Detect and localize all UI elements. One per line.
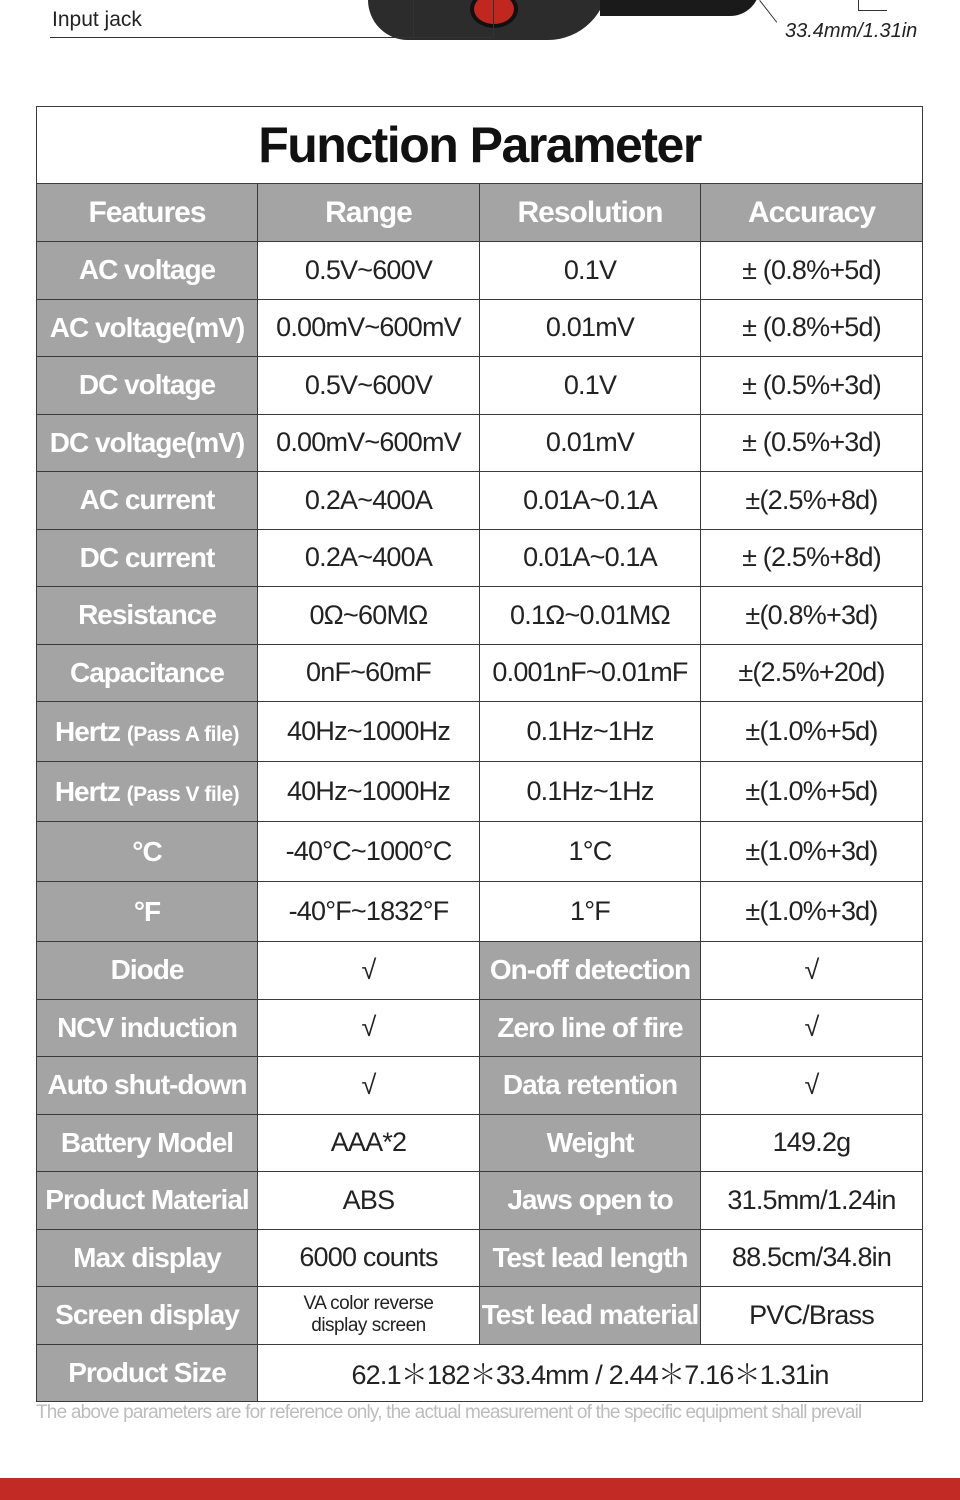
- row-label: [37, 299, 258, 357]
- value-cell: ABS: [258, 1172, 480, 1230]
- row-label: Zero line of fire: [480, 999, 701, 1057]
- range-value: 0Ω~60MΩ: [258, 587, 480, 645]
- value-cell: 149.2g: [701, 1114, 923, 1172]
- header-features: Features: [37, 184, 258, 242]
- accuracy-value: ±(1.0%+3d): [701, 822, 923, 882]
- top-strip: [0, 0, 960, 60]
- row-label: Battery Model: [37, 1114, 258, 1172]
- row-label: Screen display: [37, 1287, 258, 1345]
- row-label: NCV induction: [37, 999, 258, 1057]
- feature-name: AC current: [79, 484, 215, 516]
- resolution-value: 0.01A~0.1A: [480, 472, 701, 530]
- feature-note: (Pass A file): [126, 722, 239, 746]
- resolution-value: 0.1V: [480, 357, 701, 415]
- accuracy-value: ±(1.0%+3d): [701, 882, 923, 942]
- table-row: [37, 357, 923, 415]
- header-row: [37, 184, 923, 242]
- accuracy-value: ± (0.8%+5d): [701, 242, 923, 300]
- range-value: 0.5V~600V: [258, 242, 480, 300]
- feature-rows: [37, 242, 923, 942]
- feature-name: DC voltage(mV): [49, 426, 245, 458]
- table-row: [37, 242, 923, 300]
- dimension-bracket: [858, 0, 887, 11]
- value-cell: 6000 counts: [258, 1229, 480, 1287]
- resolution-value: 0.1Hz~1Hz: [480, 702, 701, 762]
- table-row: [37, 1172, 923, 1230]
- range-value: 0.2A~400A: [258, 472, 480, 530]
- row-label: Data retention: [480, 1057, 701, 1115]
- value-cell: PVC/Brass: [701, 1287, 923, 1345]
- header-range: Range: [258, 184, 480, 242]
- table-row: [37, 1229, 923, 1287]
- value-cell: 88.5cm/34.8in: [701, 1229, 923, 1287]
- value-cell: [258, 1287, 480, 1345]
- range-value: 0nF~60mF: [258, 644, 480, 702]
- accuracy-value: ± (0.5%+3d): [701, 414, 923, 472]
- accuracy-value: ± (2.5%+8d): [701, 529, 923, 587]
- table-row: [37, 762, 923, 822]
- range-value: -40°F~1832°F: [258, 882, 480, 942]
- range-value: 0.2A~400A: [258, 529, 480, 587]
- footnote: The above parameters are for reference only, the actual measurement of the specific equipment shall prevail: [36, 1402, 862, 1423]
- callout-line: [413, 0, 414, 37]
- value-cell: √: [701, 942, 923, 1000]
- row-label: [37, 242, 258, 300]
- value-cell: √: [258, 942, 480, 1000]
- accuracy-value: ± (0.8%+5d): [701, 299, 923, 357]
- accuracy-value: ±(2.5%+8d): [701, 472, 923, 530]
- resolution-value: 0.1Hz~1Hz: [480, 762, 701, 822]
- value-cell: √: [258, 1057, 480, 1115]
- row-label: Weight: [480, 1114, 701, 1172]
- value-cell: AAA*2: [258, 1114, 480, 1172]
- value-line: VA color reverse: [303, 1293, 434, 1315]
- accuracy-value: ±(1.0%+5d): [701, 762, 923, 822]
- table-row: [37, 822, 923, 882]
- range-value: 0.00mV~600mV: [258, 414, 480, 472]
- row-label: [37, 822, 258, 882]
- feature-note: (Pass V file): [126, 782, 240, 806]
- feature-name: Hertz: [54, 775, 120, 807]
- range-value: 0.00mV~600mV: [258, 299, 480, 357]
- row-label: Test lead length: [480, 1229, 701, 1287]
- range-value: 40Hz~1000Hz: [258, 702, 480, 762]
- table-row: [37, 587, 923, 645]
- feature-name: DC current: [79, 541, 215, 573]
- table-title: Function Parameter: [37, 107, 923, 184]
- row-label: [37, 762, 258, 822]
- row-label: [37, 529, 258, 587]
- dimension-line: [759, 0, 777, 23]
- row-label: [37, 702, 258, 762]
- resolution-value: 0.001nF~0.01mF: [480, 644, 701, 702]
- table-row: [37, 529, 923, 587]
- feature-name: AC voltage(mV): [49, 311, 245, 343]
- row-label: [37, 882, 258, 942]
- value-line: display screen: [311, 1315, 426, 1337]
- table-row: [37, 1057, 923, 1115]
- product-size-row: [37, 1344, 923, 1402]
- value-cell: √: [701, 999, 923, 1057]
- resolution-value: 1°C: [480, 822, 701, 882]
- table-row: [37, 942, 923, 1000]
- resolution-value: 0.01mV: [480, 414, 701, 472]
- feature-name: DC voltage: [78, 369, 216, 401]
- row-label: Jaws open to: [480, 1172, 701, 1230]
- value-cell: 31.5mm/1.24in: [701, 1172, 923, 1230]
- input-jack-label: Input jack: [52, 8, 142, 31]
- header-resolution: Resolution: [480, 184, 701, 242]
- value-cell: √: [258, 999, 480, 1057]
- range-value: 0.5V~600V: [258, 357, 480, 415]
- accuracy-value: ±(2.5%+20d): [701, 644, 923, 702]
- resolution-value: 0.01mV: [480, 299, 701, 357]
- header-accuracy: Accuracy: [701, 184, 923, 242]
- table-row: [37, 1114, 923, 1172]
- feature-name: AC voltage: [78, 254, 216, 286]
- row-label: [37, 644, 258, 702]
- table-row: [37, 1287, 923, 1345]
- row-label: [37, 414, 258, 472]
- table-row: [37, 299, 923, 357]
- feature-name: Capacitance: [70, 656, 224, 688]
- dimension-label: 33.4mm/1.31in: [785, 20, 918, 42]
- accuracy-value: ± (0.5%+3d): [701, 357, 923, 415]
- row-label: Diode: [37, 942, 258, 1000]
- feature-name: Resistance: [78, 599, 216, 631]
- row-label: Max display: [37, 1229, 258, 1287]
- row-label: [37, 357, 258, 415]
- callout-line: [50, 37, 494, 38]
- accuracy-value: ±(0.8%+3d): [701, 587, 923, 645]
- row-label: [37, 472, 258, 530]
- function-parameter-table: [36, 106, 923, 1402]
- accuracy-value: ±(1.0%+5d): [701, 702, 923, 762]
- row-label: On-off detection: [480, 942, 701, 1000]
- value-cell: √: [701, 1057, 923, 1115]
- row-label: [37, 587, 258, 645]
- feature-name: Hertz: [55, 715, 121, 747]
- range-value: 40Hz~1000Hz: [258, 762, 480, 822]
- product-size-value: 62.1＊182＊33.4mm / 2.44＊7.16＊1.31in: [258, 1344, 923, 1402]
- bottom-band: [0, 1478, 960, 1500]
- device-image-clamp: [600, 0, 760, 16]
- resolution-value: 1°F: [480, 882, 701, 942]
- table-row: [37, 999, 923, 1057]
- table-row: [37, 472, 923, 530]
- feature-name: °F: [133, 895, 161, 927]
- table-row: [37, 702, 923, 762]
- table-row: [37, 882, 923, 942]
- row-label: Product Size: [37, 1344, 258, 1402]
- table-row: [37, 644, 923, 702]
- callout-line: [493, 0, 494, 37]
- pair-rows: [37, 942, 923, 1345]
- table-row: [37, 414, 923, 472]
- row-label: Test lead material: [480, 1287, 701, 1345]
- feature-name: °C: [132, 835, 162, 867]
- resolution-value: 0.1Ω~0.01MΩ: [480, 587, 701, 645]
- resolution-value: 0.1V: [480, 242, 701, 300]
- row-label: Product Material: [37, 1172, 258, 1230]
- resolution-value: 0.01A~0.1A: [480, 529, 701, 587]
- row-label: Auto shut-down: [37, 1057, 258, 1115]
- range-value: -40°C~1000°C: [258, 822, 480, 882]
